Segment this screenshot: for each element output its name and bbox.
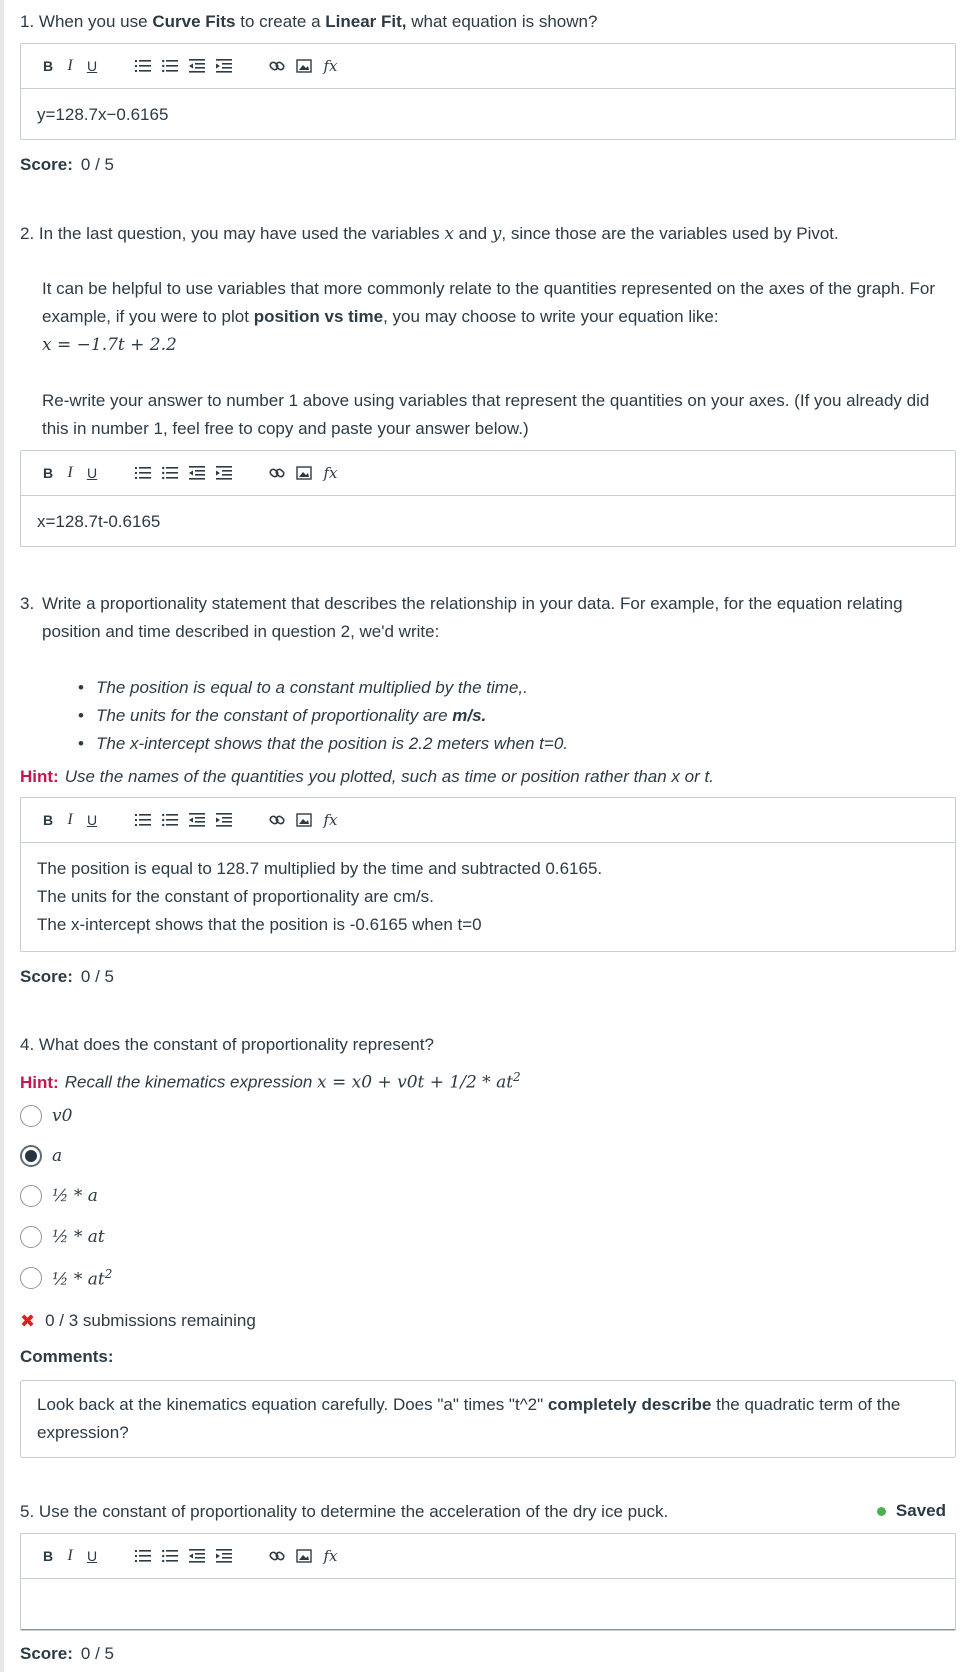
question-5-answer[interactable] bbox=[21, 1579, 955, 1630]
italic-button[interactable]: I bbox=[67, 464, 73, 481]
link-icon[interactable] bbox=[263, 808, 290, 832]
question-4-hint: Hint: Recall the kinematics expression $x = x0 + v0t + 1/2 * at^2$ bbox=[20, 1070, 521, 1093]
bold-button[interactable]: B bbox=[42, 1548, 54, 1564]
bold-button[interactable]: B bbox=[42, 58, 54, 74]
question-3-score: Score: 0 / 5 bbox=[20, 967, 115, 986]
outdent-icon[interactable] bbox=[183, 461, 210, 485]
radio-button[interactable] bbox=[20, 1226, 42, 1248]
option-a[interactable] bbox=[20, 1142, 62, 1170]
equation-button[interactable]: fx bbox=[323, 1547, 338, 1565]
bullet-list-icon[interactable] bbox=[156, 461, 183, 485]
equation-button[interactable]: fx bbox=[323, 464, 338, 482]
question-5-prompt: 5. Use the constant of proportionality to determine the acceleration of the dry ice puck. bbox=[20, 1502, 669, 1521]
option-v0[interactable] bbox=[20, 1102, 72, 1130]
comments-label: Comments: bbox=[20, 1347, 114, 1366]
equation-button[interactable]: fx bbox=[323, 57, 338, 75]
indent-icon[interactable] bbox=[210, 461, 237, 485]
question-2-answer[interactable]: x=128.7t-0.6165 bbox=[37, 512, 161, 531]
question-3-prompt: Write a proportionality statement that describes the relationship in your data. For example, for the equation relating position and time described in question 2, we'd write: bbox=[42, 594, 903, 641]
instructor-comment bbox=[20, 1380, 956, 1458]
radio-button[interactable] bbox=[20, 1105, 42, 1127]
example-bullet: • The x-intercept shows that the position is 2.2 meters when t=0. bbox=[78, 730, 568, 758]
comment-text: Look back at the kinematics equation carefully. Does "a" times "t^2" completely describe the quadratic term of the expression? bbox=[37, 1395, 901, 1442]
answer-line: The units for the constant of proportionality are cm/s. bbox=[37, 887, 434, 906]
editor-toolbar bbox=[21, 798, 955, 843]
underline-button[interactable]: U bbox=[86, 465, 98, 481]
ordered-list-icon[interactable] bbox=[129, 54, 156, 78]
bold-button[interactable]: B bbox=[42, 465, 54, 481]
bullet-list-icon[interactable] bbox=[156, 54, 183, 78]
indent-icon[interactable] bbox=[210, 1544, 237, 1568]
editor-toolbar bbox=[21, 44, 955, 89]
question-2-example-equation: x = −1.7t + 2.2 bbox=[42, 335, 177, 355]
answer-line: The position is equal to 128.7 multiplied by the time and subtracted 0.6165. bbox=[37, 859, 603, 878]
radio-button[interactable] bbox=[20, 1185, 42, 1207]
outdent-icon[interactable] bbox=[183, 808, 210, 832]
option-label: ½ * $at^2$ bbox=[52, 1266, 113, 1290]
question-2-paragraph-1: It can be helpful to use variables that more commonly relate to the quantities represented on the axes of the graph. For example, if you were to plot position vs time, you may choose to write your equation like: bbox=[42, 279, 936, 326]
underline-button[interactable]: U bbox=[86, 1548, 98, 1564]
outdent-icon[interactable] bbox=[183, 1544, 210, 1568]
image-icon[interactable] bbox=[290, 54, 317, 78]
example-bullet: • The position is equal to a constant multiplied by the time,. bbox=[78, 674, 568, 702]
answer-line: The x-intercept shows that the position is -0.6165 when t=0 bbox=[37, 915, 482, 934]
ordered-list-icon[interactable] bbox=[129, 461, 156, 485]
indent-icon[interactable] bbox=[210, 54, 237, 78]
link-icon[interactable] bbox=[263, 1544, 290, 1568]
option-label: ½ * at bbox=[52, 1227, 105, 1247]
bold-button[interactable]: B bbox=[42, 812, 54, 828]
editor-toolbar bbox=[21, 451, 955, 496]
option-half-at-squared[interactable] bbox=[20, 1264, 112, 1292]
question-4-prompt: 4. What does the constant of proportionality represent? bbox=[20, 1035, 434, 1054]
indent-icon[interactable] bbox=[210, 808, 237, 832]
left-border bbox=[0, 0, 4, 1672]
image-icon[interactable] bbox=[290, 461, 317, 485]
question-3-editor bbox=[20, 797, 956, 952]
ordered-list-icon[interactable] bbox=[129, 808, 156, 832]
question-1-prompt: 1. When you use Curve Fits to create a Linear Fit, what equation is shown? bbox=[20, 12, 598, 31]
bullet-list-icon[interactable] bbox=[156, 808, 183, 832]
question-1-answer[interactable]: y=128.7x−0.6165 bbox=[37, 105, 169, 124]
ordered-list-icon[interactable] bbox=[129, 1544, 156, 1568]
question-1-score: Score: 0 / 5 bbox=[20, 155, 115, 174]
italic-button[interactable]: I bbox=[67, 57, 73, 74]
underline-button[interactable]: U bbox=[86, 812, 98, 828]
saved-dot-icon bbox=[877, 1507, 886, 1516]
editor-toolbar bbox=[21, 1534, 955, 1579]
radio-button-selected[interactable] bbox=[20, 1145, 42, 1167]
radio-button[interactable] bbox=[20, 1267, 42, 1289]
underline-button[interactable]: U bbox=[86, 58, 98, 74]
option-label: a bbox=[52, 1146, 63, 1166]
link-icon[interactable] bbox=[263, 54, 290, 78]
question-3-number: 3. bbox=[20, 594, 35, 613]
link-icon[interactable] bbox=[263, 461, 290, 485]
question-3-examples bbox=[78, 674, 568, 758]
option-half-a[interactable] bbox=[20, 1182, 98, 1210]
example-bullet: • The units for the constant of proportionality are m/s. bbox=[78, 702, 568, 730]
question-3-answer[interactable] bbox=[21, 843, 955, 951]
question-2-editor bbox=[20, 450, 956, 547]
question-3-hint: Hint: Use the names of the quantities you plotted, such as time or position rather than x or t. bbox=[20, 767, 714, 786]
italic-button[interactable]: I bbox=[67, 1547, 73, 1564]
question-2-prompt: 2. In the last question, you may have used the variables x and y, since those are the variables used by Pivot. bbox=[20, 224, 839, 244]
error-x-icon: ✖ bbox=[20, 1311, 36, 1331]
question-1-editor bbox=[20, 43, 956, 140]
bullet-list-icon[interactable] bbox=[156, 1544, 183, 1568]
outdent-icon[interactable] bbox=[183, 54, 210, 78]
saved-indicator: Saved bbox=[877, 1497, 946, 1525]
option-half-at[interactable] bbox=[20, 1223, 105, 1251]
option-label: v0 bbox=[52, 1106, 73, 1126]
question-5-score: Score: 0 / 5 bbox=[20, 1644, 115, 1663]
image-icon[interactable] bbox=[290, 1544, 317, 1568]
question-2-paragraph-2: Re-write your answer to number 1 above using variables that represent the quantities on your axes. (If you already did this in number 1, feel free to copy and paste your answer below.) bbox=[42, 391, 930, 438]
image-icon[interactable] bbox=[290, 808, 317, 832]
italic-button[interactable]: I bbox=[67, 811, 73, 828]
submission-status bbox=[20, 1307, 256, 1335]
submissions-remaining: 0 / 3 submissions remaining bbox=[45, 1311, 256, 1330]
equation-button[interactable]: fx bbox=[323, 811, 338, 829]
option-label: ½ * a bbox=[52, 1186, 98, 1206]
question-5-editor bbox=[20, 1533, 956, 1631]
